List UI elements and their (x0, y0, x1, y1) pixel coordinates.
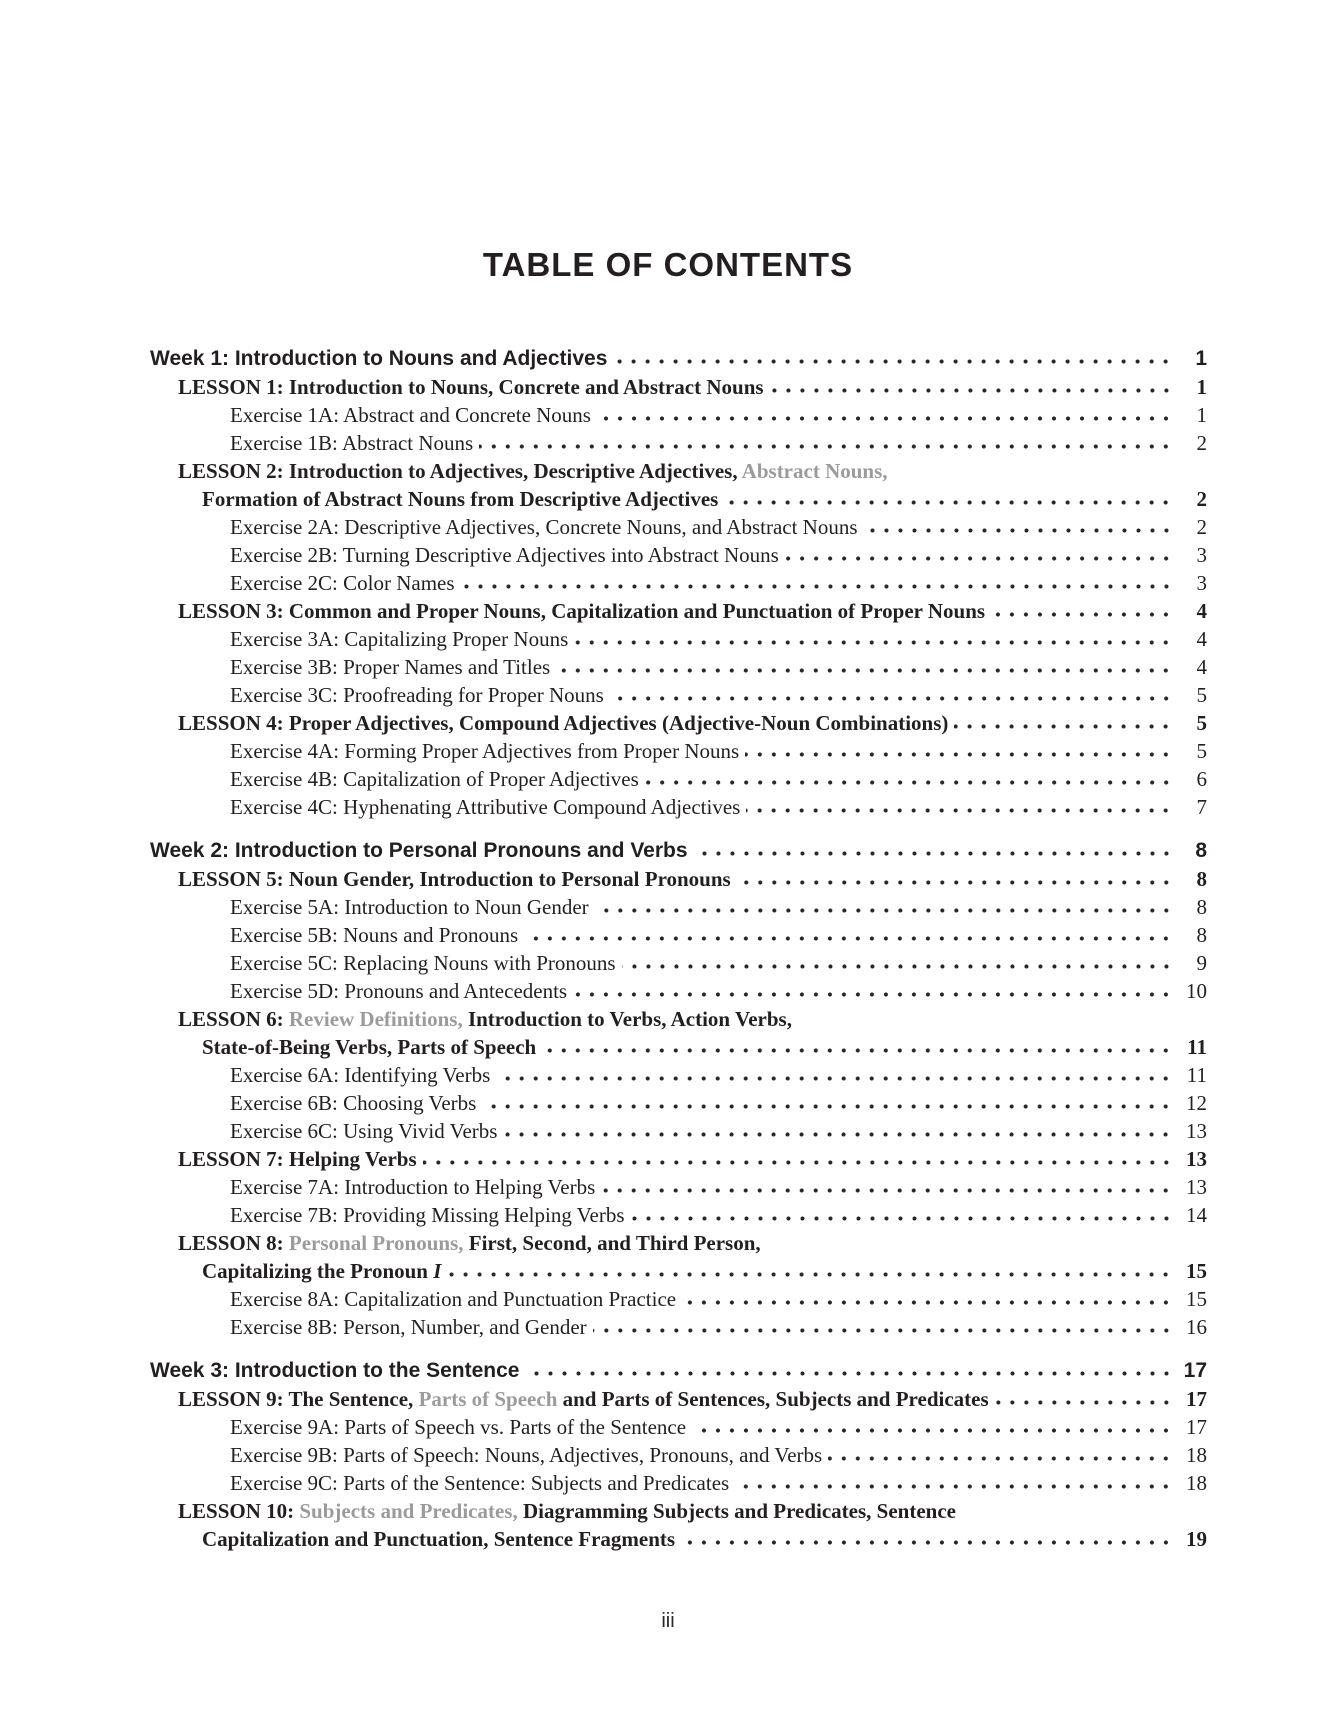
dot-leader (746, 807, 1173, 814)
toc-entry-text (150, 345, 607, 373)
page-number: 9 (1196, 951, 1207, 975)
toc-line (150, 1033, 1207, 1061)
dot-leader (954, 723, 1173, 730)
toc-line (150, 1357, 1207, 1385)
page-number: 2 (1196, 431, 1207, 455)
page-number: 11 (1187, 1035, 1207, 1059)
toc-entry-text (230, 681, 604, 709)
toc-entry-review-segment: Review Definitions, (288, 1007, 463, 1031)
page-number: 1 (1195, 347, 1207, 370)
toc-line (150, 1525, 1207, 1553)
toc-entry-segment: Week 2: Introduction to Personal Pronouns and Verbs (150, 839, 688, 862)
toc-line (150, 837, 1207, 865)
toc-line (150, 373, 1207, 401)
page-number: 2 (1196, 487, 1207, 511)
dot-leader (461, 583, 1173, 590)
toc-line (150, 865, 1207, 893)
dot-leader (737, 879, 1173, 886)
page-number: 18 (1186, 1443, 1207, 1467)
toc-entry-text (230, 737, 739, 765)
dot-leader (645, 779, 1173, 786)
page-number: 12 (1186, 1091, 1207, 1115)
page-number: 4 (1196, 599, 1207, 623)
dot-leader (595, 907, 1173, 914)
dot-leader (681, 1539, 1173, 1546)
toc-line (150, 513, 1207, 541)
toc-entry-text (230, 893, 589, 921)
dot-leader (573, 991, 1173, 998)
toc-entry-text (230, 1469, 729, 1497)
toc-entry-segment: Week 1: Introduction to Nouns and Adjectives (150, 347, 608, 370)
toc-line (150, 541, 1207, 569)
toc-line (150, 1441, 1207, 1469)
page-number: 19 (1186, 1527, 1207, 1551)
toc-entry-text (230, 1285, 676, 1313)
page-number: 7 (1196, 795, 1207, 819)
page-number: 10 (1186, 979, 1207, 1003)
toc-entry-segment: Exercise 9B: Parts of Speech: Nouns, Adjectives, Pronouns, and Verbs (230, 1443, 823, 1467)
toc-line (150, 625, 1207, 653)
dot-leader (735, 1483, 1173, 1490)
page-number: 13 (1186, 1175, 1207, 1199)
toc-line (150, 485, 1207, 513)
toc-entry-text (230, 1089, 476, 1117)
dot-leader (622, 963, 1173, 970)
dot-leader (864, 527, 1173, 534)
toc-line (150, 1257, 1207, 1285)
toc-line (150, 1285, 1207, 1313)
toc-line (150, 1313, 1207, 1341)
toc-entry-segment: Exercise 4B: Capitalization of Proper Adjectives (230, 767, 639, 791)
toc-entry-segment: Capitalization and Punctuation, Sentence Fragments (202, 1527, 676, 1551)
dot-leader (542, 1047, 1173, 1054)
toc-entry-segment: Exercise 5A: Introduction to Noun Gender (230, 895, 589, 919)
toc-entry-segment: LESSON 10: (178, 1499, 300, 1523)
toc-entry-text (230, 429, 473, 457)
toc-section (150, 837, 1207, 1341)
toc-line (150, 1469, 1207, 1497)
toc-line (150, 681, 1207, 709)
toc-entry-text (230, 765, 639, 793)
toc-entry-segment: LESSON 2: Introduction to Adjectives, Descriptive Adjectives, (178, 459, 742, 483)
toc-entry-review-segment: Parts of Speech (418, 1387, 558, 1411)
page-number: 17 (1183, 1359, 1207, 1382)
dot-leader (828, 1455, 1173, 1462)
toc-entry-text (178, 1005, 792, 1033)
toc-entry-text (230, 793, 740, 821)
toc-line (150, 345, 1207, 373)
toc-entry-text (202, 1257, 441, 1285)
toc-entry-text (150, 1357, 520, 1385)
page-number: 5 (1196, 739, 1207, 763)
toc-entry-segment: Exercise 2A: Descriptive Adjectives, Concrete Nouns, and Abstract Nouns (230, 515, 858, 539)
page-number: 2 (1196, 515, 1207, 539)
toc-line (150, 709, 1207, 737)
toc-entry-segment: I (433, 1259, 442, 1283)
toc-entry-segment: LESSON 3: Common and Proper Nouns, Capitalization and Punctuation of Proper Nouns (178, 599, 986, 623)
toc-entry-segment: Exercise 8A: Capitalization and Punctuation Practice (230, 1287, 677, 1311)
toc-entry-review-segment: Personal Pronouns, (288, 1231, 464, 1255)
toc-line (150, 1229, 1207, 1257)
toc-section (150, 345, 1207, 821)
page-title: TABLE OF CONTENTS (482, 246, 854, 283)
toc-entry-segment: LESSON 7: Helping Verbs (178, 1147, 417, 1171)
toc-entry-text (178, 1145, 417, 1173)
toc-entry-text (202, 1525, 675, 1553)
dot-leader (482, 1103, 1173, 1110)
toc-entry-text (230, 513, 858, 541)
toc-entry-text (230, 949, 616, 977)
dot-leader (593, 1327, 1173, 1334)
toc (150, 345, 1207, 1553)
dot-leader (610, 695, 1173, 702)
dot-leader (745, 751, 1173, 758)
toc-entry-text (178, 1497, 956, 1525)
toc-entry-text (178, 865, 731, 893)
page-number: 17 (1186, 1387, 1207, 1411)
toc-line (150, 765, 1207, 793)
dot-leader (423, 1159, 1173, 1166)
toc-entry-segment: LESSON 1: Introduction to Nouns, Concrete and Abstract Nouns (178, 375, 764, 399)
page-number: 13 (1186, 1119, 1207, 1143)
dot-leader (682, 1299, 1173, 1306)
toc-line (150, 653, 1207, 681)
toc-entry-segment: LESSON 9: The Sentence, (178, 1387, 419, 1411)
toc-entry-segment: Exercise 5D: Pronouns and Antecedents (230, 979, 568, 1003)
page-number: 1 (1196, 375, 1207, 399)
dot-leader (995, 1399, 1173, 1406)
toc-entry-segment: Exercise 2C: Color Names (230, 571, 455, 595)
toc-entry-segment: Exercise 5C: Replacing Nouns with Pronouns (230, 951, 616, 975)
page-number: 8 (1196, 923, 1207, 947)
toc-entry-text (230, 569, 455, 597)
page-number: 3 (1196, 571, 1207, 595)
toc-entry-segment: Exercise 9C: Parts of the Sentence: Subjects and Predicates (230, 1471, 730, 1495)
toc-entry-segment: and Parts of Sentences, Subjects and Predicates (557, 1387, 989, 1411)
toc-entry-segment: Diagramming Subjects and Predicates, Sentence (517, 1499, 956, 1523)
dot-leader (526, 1370, 1174, 1377)
toc-entry-text (230, 401, 591, 429)
toc-entry-segment: Capitalizing the Pronoun (202, 1259, 434, 1283)
toc-entry-text (230, 1441, 822, 1469)
page-number: 4 (1196, 627, 1207, 651)
toc-entry-segment: Exercise 8B: Person, Number, and Gender (230, 1315, 587, 1339)
page-number: 15 (1186, 1287, 1207, 1311)
toc-line (150, 401, 1207, 429)
dot-leader (496, 1075, 1173, 1082)
dot-leader (524, 935, 1173, 942)
toc-entry-text (230, 1201, 625, 1229)
toc-entry-segment: Week 3: Introduction to the Sentence (150, 1359, 520, 1382)
dot-leader (556, 667, 1173, 674)
toc-entry-segment: State-of-Being Verbs, Parts of Speech (202, 1035, 537, 1059)
dot-leader (447, 1271, 1173, 1278)
toc-line (150, 597, 1207, 625)
toc-line (150, 737, 1207, 765)
page-number: 15 (1186, 1259, 1207, 1283)
dot-leader (601, 1187, 1173, 1194)
dot-leader (724, 499, 1173, 506)
toc-entry-segment: Exercise 1B: Abstract Nouns (230, 431, 474, 455)
toc-entry-segment: Exercise 5B: Nouns and Pronouns (230, 923, 519, 947)
toc-line (150, 1497, 1207, 1525)
toc-entry-review-segment: Abstract Nouns, (741, 459, 888, 483)
toc-entry-segment: LESSON 6: (178, 1007, 289, 1031)
toc-entry-text (230, 541, 779, 569)
toc-entry-text (230, 1173, 595, 1201)
toc-entry-text (230, 1413, 686, 1441)
page-number: 4 (1196, 655, 1207, 679)
toc-line (150, 1117, 1207, 1145)
dot-leader (692, 1427, 1173, 1434)
toc-line (150, 1201, 1207, 1229)
toc-entry-segment: Introduction to Verbs, Action Verbs, (462, 1007, 792, 1031)
page-number: 3 (1196, 543, 1207, 567)
toc-line (150, 793, 1207, 821)
toc-line (150, 1145, 1207, 1173)
toc-line (150, 977, 1207, 1005)
dot-leader (574, 639, 1173, 646)
toc-entry-segment: Exercise 6C: Using Vivid Verbs (230, 1119, 498, 1143)
page-number: 18 (1186, 1471, 1207, 1495)
toc-entry-text (230, 1313, 587, 1341)
toc-line (150, 1413, 1207, 1441)
toc-entry-text (202, 1033, 536, 1061)
dot-leader (503, 1131, 1173, 1138)
dot-leader (631, 1215, 1173, 1222)
page-number: 8 (1196, 867, 1207, 891)
toc-line (150, 1089, 1207, 1117)
toc-section (150, 1357, 1207, 1553)
toc-entry-segment: LESSON 8: (178, 1231, 289, 1255)
toc-entry-text (230, 625, 568, 653)
toc-entry-segment: LESSON 4: Proper Adjectives, Compound Adjectives (Adjective-Noun Combinations) (178, 711, 949, 735)
page-number: 13 (1186, 1147, 1207, 1171)
toc-entry-segment: Formation of Abstract Nouns from Descriptive Adjectives (202, 487, 719, 511)
toc-entry-text (230, 977, 567, 1005)
toc-line (150, 457, 1207, 485)
toc-entry-segment: Exercise 7A: Introduction to Helping Verbs (230, 1175, 596, 1199)
toc-entry-segment: Exercise 4A: Forming Proper Adjectives from Proper Nouns (230, 739, 740, 763)
toc-entry-segment: Exercise 9A: Parts of Speech vs. Parts of the Sentence (230, 1415, 687, 1439)
toc-entry-segment: Exercise 1A: Abstract and Concrete Nouns (230, 403, 591, 427)
page-number: 5 (1196, 711, 1207, 735)
toc-entry-text (202, 485, 718, 513)
toc-entry-segment: Exercise 2B: Turning Descriptive Adjectives into Abstract Nouns (230, 543, 779, 567)
toc-entry-segment: Exercise 6A: Identifying Verbs (230, 1063, 491, 1087)
toc-line (150, 1385, 1207, 1413)
dot-leader (597, 415, 1173, 422)
toc-entry-text (178, 457, 888, 485)
dot-leader (770, 387, 1173, 394)
dot-leader (613, 358, 1173, 365)
toc-entry-review-segment: Subjects and Predicates, (299, 1499, 518, 1523)
toc-entry-text (178, 709, 948, 737)
toc-entry-segment: LESSON 5: Noun Gender, Introduction to Personal Pronouns (178, 867, 731, 891)
toc-entry-text (230, 653, 550, 681)
page-number: 11 (1186, 1063, 1207, 1087)
page-number: 1 (1196, 403, 1207, 427)
toc-entry-segment: Exercise 3B: Proper Names and Titles (230, 655, 551, 679)
dot-leader (785, 555, 1173, 562)
toc-entry-text (230, 1061, 490, 1089)
page-number: 16 (1186, 1315, 1207, 1339)
toc-entry-text (178, 373, 764, 401)
page-number: 5 (1196, 683, 1207, 707)
toc-entry-segment: Exercise 3A: Capitalizing Proper Nouns (230, 627, 569, 651)
toc-line (150, 949, 1207, 977)
toc-line (150, 1061, 1207, 1089)
dot-leader (991, 611, 1173, 618)
toc-line (150, 429, 1207, 457)
toc-entry-segment: Exercise 6B: Choosing Verbs (230, 1091, 477, 1115)
dot-leader (479, 443, 1173, 450)
toc-entry-segment: Exercise 7B: Providing Missing Helping Verbs (230, 1203, 625, 1227)
dot-leader (694, 850, 1173, 857)
toc-entry-segment: First, Second, and Third Person, (463, 1231, 761, 1255)
toc-line (150, 569, 1207, 597)
toc-entry-text (178, 1385, 989, 1413)
toc-entry-text (230, 1117, 497, 1145)
page-number: 14 (1186, 1203, 1207, 1227)
page-number: 8 (1196, 895, 1207, 919)
page-number-footer: iii (661, 1610, 675, 1632)
page-number: 8 (1195, 839, 1207, 862)
toc-entry-text (178, 597, 985, 625)
toc-entry-text (230, 921, 518, 949)
toc-line (150, 1173, 1207, 1201)
page-number: 6 (1196, 767, 1207, 791)
toc-line (150, 921, 1207, 949)
toc-entry-segment: Exercise 4C: Hyphenating Attributive Compound Adjectives (230, 795, 741, 819)
toc-entry-segment: Exercise 3C: Proofreading for Proper Nouns (230, 683, 604, 707)
toc-line (150, 893, 1207, 921)
toc-line (150, 1005, 1207, 1033)
page-number: 17 (1186, 1415, 1207, 1439)
toc-entry-text (178, 1229, 761, 1257)
toc-entry-text (150, 837, 688, 865)
